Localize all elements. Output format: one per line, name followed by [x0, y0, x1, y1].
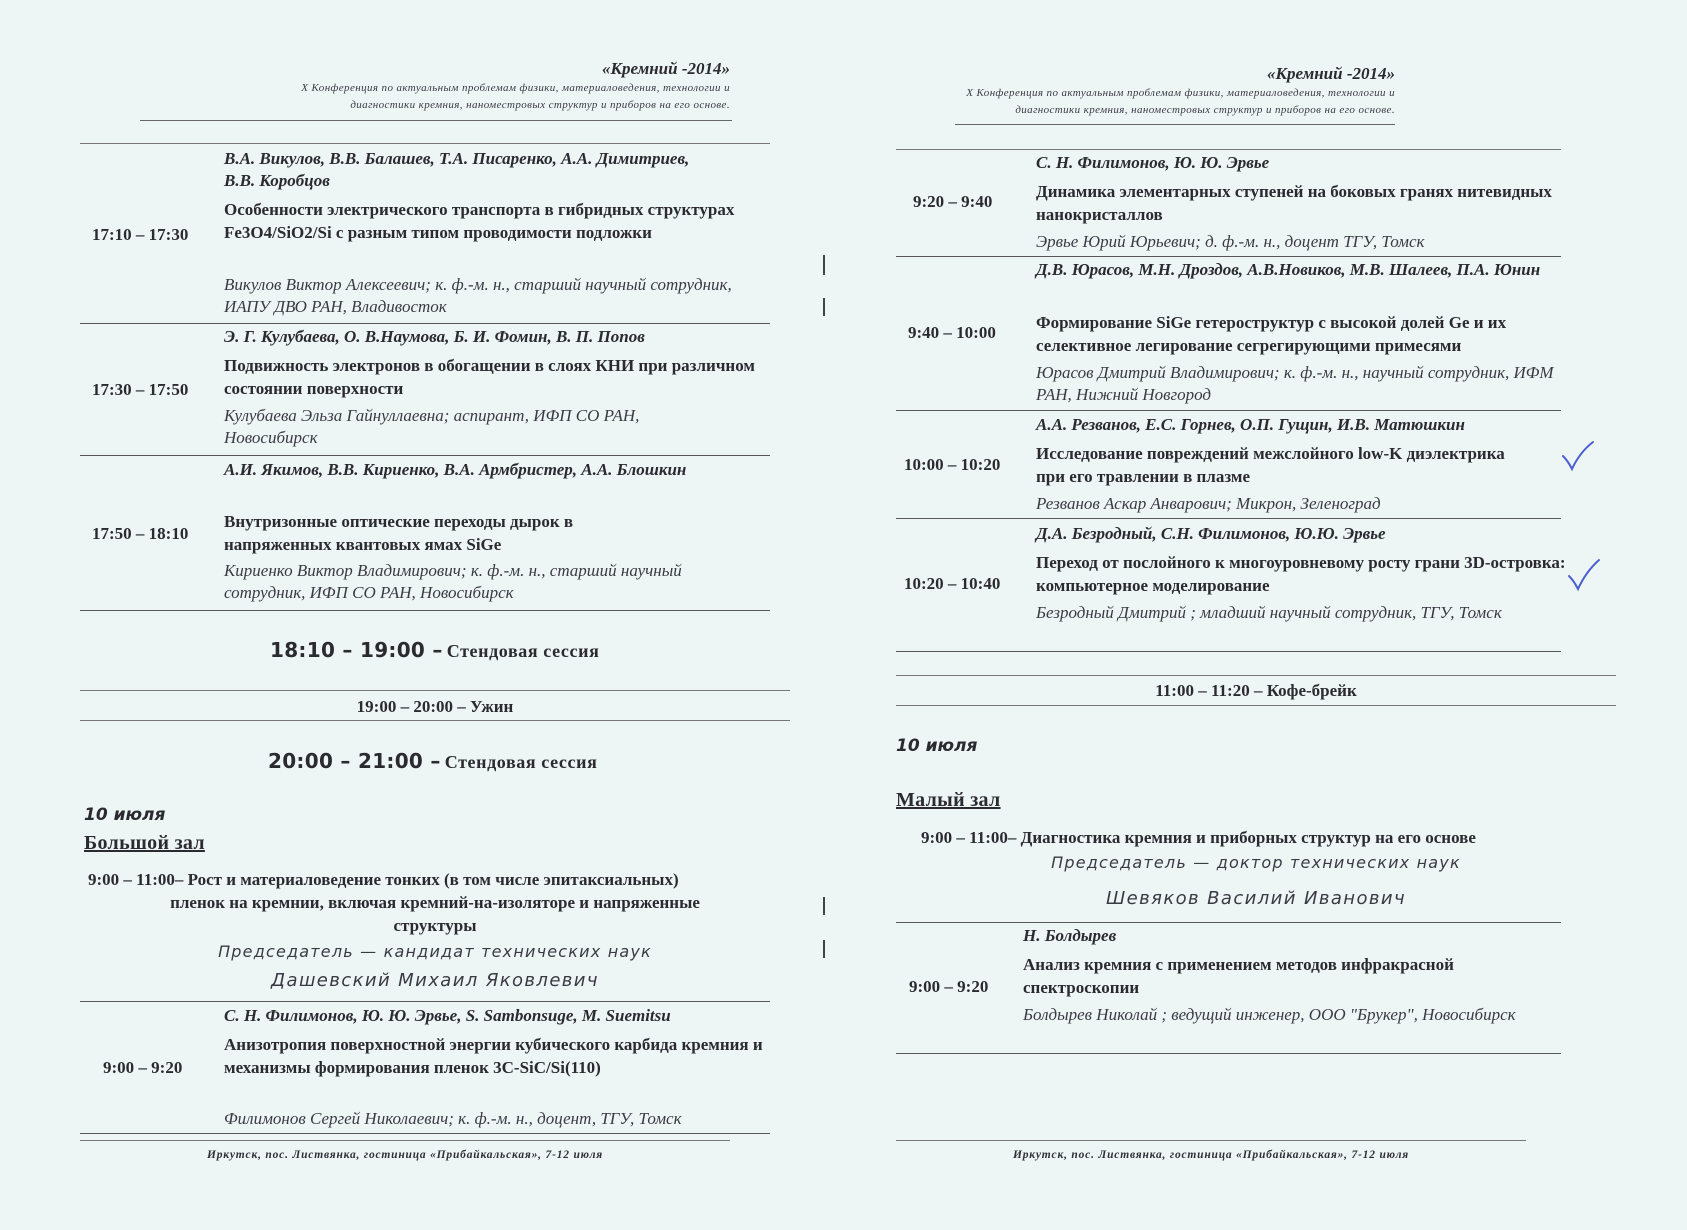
conference-subtitle-line2: диагностики кремния, наноместровых структур и приборов на его основе.	[1015, 104, 1395, 116]
talk-title: Переход от послойного к многоуровневому росту грани 3D-островка: компьютерное моделирование	[1036, 553, 1566, 595]
conference-subtitle-line1: X Конференция по актуальным проблемам физики, материаловедения, технологии и	[966, 87, 1395, 99]
session-line: 9:00 – 11:00– Диагностика кремния и приборных структур на его основе	[921, 828, 1476, 847]
table-top-rule	[896, 149, 1561, 150]
session-line: 9:00 – 11:00– Рост и материаловедение тонких (в том числе эпитаксиальных)	[88, 870, 679, 889]
row-divider	[896, 518, 1561, 519]
right-page	[843, 0, 1687, 1230]
table-top-rule	[80, 143, 770, 144]
talk-speaker: Кириенко Виктор Владимирович; к. ф.-м. н., старший научный сотрудник, ИФП СО РАН, Новосибирск	[224, 561, 682, 602]
conference-subtitle-line1: X Конференция по актуальным проблемам физики, материаловедения, технологии и	[301, 82, 730, 94]
talk-speaker: Болдырев Николай ; ведущий инженер, ООО "Брукер", Новосибирск	[1023, 1005, 1516, 1024]
talk-time: 9:40 – 10:00	[908, 323, 996, 342]
talk-authors: С. Н. Филимонов, Ю. Ю. Эрвье, S. Sambonsuge, M. Suemitsu	[224, 1006, 671, 1025]
event-label: Стендовая сессия	[446, 641, 600, 661]
talk-authors: Д.А. Безродный, С.Н. Филимонов, Ю.Ю. Эрвье	[1036, 524, 1386, 543]
event-label: Стендовая сессия	[444, 752, 598, 772]
talk-speaker: Безродный Дмитрий ; младший научный сотрудник, ТГУ, Томск	[1036, 603, 1502, 622]
talk-time: 17:10 – 17:30	[92, 225, 189, 244]
conference-subtitle-line2: диагностики кремния, наноместровых структур и приборов на его основе.	[350, 99, 730, 111]
talk-time: 10:00 – 10:20	[904, 455, 1001, 474]
poster-session-event	[268, 749, 597, 773]
session-line: пленок на кремнии, включая кремний-на-изоляторе и напряженные	[170, 893, 700, 912]
talk-time: 9:20 – 9:40	[913, 192, 993, 211]
talk-title: Исследование повреждений межслойного low-K диэлектрика при его травлении в плазме	[1036, 444, 1505, 486]
hall-heading: Малый зал	[896, 789, 1001, 811]
talk-authors: С. Н. Филимонов, Ю. Ю. Эрвье	[1036, 153, 1270, 172]
hall-heading: Большой зал	[84, 832, 205, 854]
checkmark-icon	[1567, 558, 1601, 592]
session-chair: Председатель — доктор технических наук	[1051, 853, 1461, 872]
row-divider	[80, 610, 770, 611]
talk-authors: А.И. Якимов, В.В. Кириенко, В.А. Армбристер, А.А. Блошкин	[224, 460, 687, 479]
day-heading: 10 июля	[896, 736, 978, 756]
row-divider	[896, 1053, 1561, 1054]
conference-title: «Кремний -2014»	[601, 59, 730, 78]
row-divider	[896, 922, 1561, 923]
talk-title: Динамика элементарных ступеней на боковых гранях нитевидных нанокристаллов	[1036, 182, 1552, 224]
event-rule	[896, 675, 1616, 676]
row-divider	[80, 1001, 770, 1002]
talk-speaker: Кулубаева Эльза Гайнуллаевна; аспирант, ИФП СО РАН, Новосибирск	[224, 406, 640, 447]
event-time: 20:00 – 21:00 –	[268, 749, 441, 773]
row-divider	[80, 1133, 770, 1134]
row-divider	[896, 651, 1561, 652]
margin-mark	[823, 897, 825, 915]
footer-rule	[80, 1140, 730, 1141]
coffee-break-event: 11:00 – 11:20 – Кофе-брейк	[1155, 681, 1357, 700]
talk-authors: Д.В. Юрасов, М.Н. Дроздов, А.В.Новиков, М.В. Шалеев, П.А. Юнин	[1036, 260, 1541, 279]
row-divider	[80, 455, 770, 456]
row-divider	[896, 256, 1561, 257]
talk-time: 17:50 – 18:10	[92, 524, 189, 543]
page-header	[913, 63, 1395, 119]
left-page	[0, 0, 843, 1230]
event-rule	[80, 690, 790, 691]
row-divider	[80, 323, 770, 324]
talk-authors: Э. Г. Кулубаева, О. В.Наумова, Б. И. Фомин, В. П. Попов	[224, 327, 645, 346]
talk-title: Анизотропия поверхностной энергии кубического карбида кремния и механизмы формирования пленок 3C-SiC/Si(110)	[224, 1035, 763, 1077]
talk-speaker: Резванов Аскар Анварович; Микрон, Зеленоград	[1036, 494, 1381, 513]
session-chair-name: Дашевский Михаил Яковлевич	[271, 970, 599, 991]
talk-authors: А.А. Резванов, Е.С. Горнев, О.П. Гущин, И.В. Матюшкин	[1036, 415, 1465, 434]
page-footer: Иркутск, пос. Листвянка, гостиница «Прибайкальская», 7-12 июля	[206, 1149, 604, 1161]
talk-time: 9:00 – 9:20	[103, 1058, 183, 1077]
header-rule	[140, 120, 732, 121]
talk-title: Подвижность электронов в обогащении в слоях КНИ при различном состоянии поверхности	[224, 356, 755, 398]
talk-authors: В.А. Викулов, В.В. Балашев, Т.А. Писаренко, А.А. Димитриев, В.В. Коробцов	[224, 149, 690, 190]
day-heading: 10 июля	[84, 805, 166, 825]
header-rule	[955, 124, 1395, 125]
talk-time: 17:30 – 17:50	[92, 380, 189, 399]
footer-rule	[896, 1140, 1526, 1141]
margin-mark	[823, 298, 825, 316]
poster-session-event	[270, 638, 599, 662]
talk-speaker: Эрвье Юрий Юрьевич; д. ф.-м. н., доцент ТГУ, Томск	[1036, 232, 1425, 251]
event-rule	[896, 705, 1616, 706]
conference-title: «Кремний -2014»	[1266, 64, 1395, 83]
talk-title: Внутризонные оптические переходы дырок в напряженных квантовых ямах SiGe	[224, 512, 574, 554]
session-chair-name: Шевяков Василий Иванович	[1106, 888, 1406, 909]
page-header	[110, 58, 730, 114]
talk-title: Особенности электрического транспорта в гибридных структурах Fe3O4/SiO2/Si с разным типом проводимости подложки	[224, 200, 735, 242]
talk-speaker: Юрасов Дмитрий Владимирович; к. ф.-м. н., научный сотрудник, ИФМ РАН, Нижний Новгород	[1036, 363, 1554, 404]
event-time: 18:10 – 19:00 –	[270, 638, 443, 662]
event-rule	[80, 720, 790, 721]
dinner-event: 19:00 – 20:00 – Ужин	[356, 697, 514, 716]
row-divider	[896, 410, 1561, 411]
talk-time: 9:00 – 9:20	[909, 977, 989, 996]
margin-mark	[823, 255, 825, 275]
checkmark-icon	[1561, 440, 1595, 472]
session-chair: Председатель — кандидат технических наук	[218, 942, 652, 961]
talk-time: 10:20 – 10:40	[904, 574, 1001, 593]
talk-title: Формирование SiGe гетероструктур с высокой долей Ge и их селективное легирование сегрегирующими примесями	[1036, 313, 1507, 355]
margin-mark	[823, 940, 825, 958]
talk-speaker: Викулов Виктор Алексеевич; к. ф.-м. н., старший научный сотрудник, ИАПУ ДВО РАН, Владивосток	[224, 275, 732, 316]
talk-authors: Н. Болдырев	[1023, 926, 1117, 945]
talk-speaker: Филимонов Сергей Николаевич; к. ф.-м. н., доцент, ТГУ, Томск	[224, 1109, 682, 1128]
talk-title: Анализ кремния с применением методов инфракрасной спектроскопии	[1023, 955, 1454, 997]
page-footer: Иркутск, пос. Листвянка, гостиница «Прибайкальская», 7-12 июля	[1012, 1149, 1410, 1161]
session-line: структуры	[393, 916, 477, 935]
